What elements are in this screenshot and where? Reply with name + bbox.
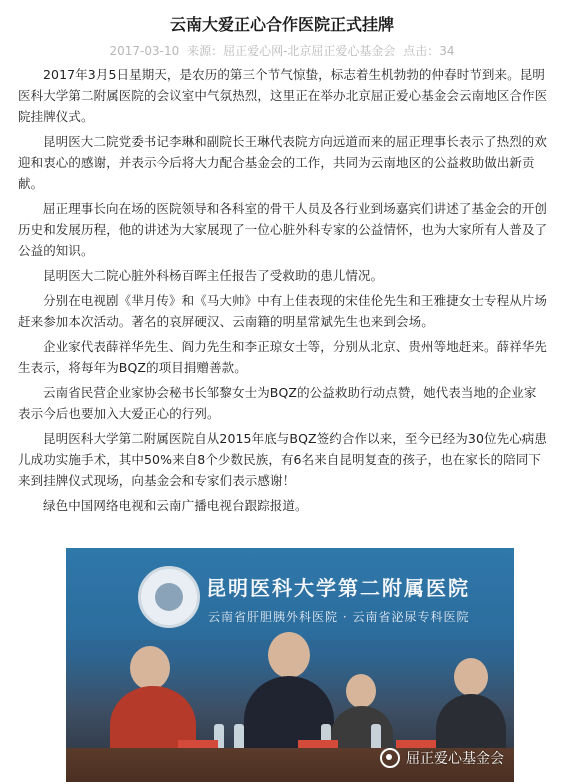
article-date: 2017-03-10: [109, 44, 180, 58]
paragraph: 昆明医科大学第二附属医院自从2015年底与BQZ签约合作以来，至今已经为30位先心病患儿成功实施手术，其中50%来自8个少数民族，有6名来自昆明复查的孩子，也在家长的陪同下来到挂牌仪式现场，向基金会和专家们表示感谢！: [18, 431, 547, 488]
attendee-head: [130, 646, 170, 690]
hospital-seal-icon: [138, 566, 200, 628]
attendee-head: [346, 674, 376, 708]
watermark-text: 屈正爱心基金会: [406, 751, 504, 767]
paragraph: 绿色中国网络电视和云南广播电视台跟踪报道。: [43, 498, 308, 513]
article-title: 云南大爱正心合作医院正式挂牌: [169, 15, 394, 34]
paragraph: 昆明医大二院心脏外科杨百晖主任报告了受救助的患儿情况。: [43, 268, 384, 283]
article-clicks: 点击：34: [403, 44, 455, 58]
paragraph: 屈正理事长向在场的医院领导和各科室的骨干人员及各行业到场嘉宾们讲述了基金会的开创历史和发展历程，他的讲述为大家展现了一位心脏外科专家的公益情怀，也为大家所有人普及了公益的知识。: [18, 201, 548, 258]
paragraph: 云南省民营企业家协会秘书长邹黎女士为BQZ的公益救助行动点赞，她代表当地的企业家表示今后也要加入大爱正心的行列。: [18, 385, 537, 421]
banner-sub-text: 云南省肝胆胰外科医院 · 云南省泌尿专科医院: [208, 610, 470, 624]
event-photo: [66, 548, 514, 782]
foundation-logo-icon: [380, 748, 400, 768]
article-meta: [0, 42, 564, 60]
paragraph: 企业家代表薛祥华先生、阎力先生和李正琼女士等，分别从北京、贵州等地赶来。薛祥华先生表示，将每年为BQZ的项目捐赠善款。: [18, 339, 548, 375]
article-source: 来源：屈正爱心网-北京屈正爱心基金会: [187, 44, 396, 58]
banner-main-text: 昆明医科大学第二附属医院: [206, 576, 470, 600]
paragraph: 2017年3月5日星期天，是农历的第三个节气惊蛰，标志着生机勃勃的仲春时节到来。昆明医科大学第二附属医院的会议室中气氛热烈，这里正在举办北京屈正爱心基金会云南地区合作医院挂牌仪式。: [18, 67, 548, 124]
paragraph: 分别在电视剧《芈月传》和《马大帅》中有上佳表现的宋佳伦先生和王雅捷女士专程从片场赶来参加本次活动。著名的哀屏硬汉、云南籍的明星常斌先生也来到会场。: [18, 293, 548, 329]
watermark: [380, 748, 504, 768]
attendee-head: [454, 658, 488, 696]
hospital-banner: [66, 548, 514, 640]
article-body: [0, 64, 564, 516]
paragraph: 昆明医大二院党委书记李琳和副院长王琳代表院方向远道而来的屈正理事长表示了热烈的欢迎和衷心的感谢，并表示今后将大力配合基金会的工作，共同为云南地区的公益救助做出新贡献。: [18, 134, 548, 191]
attendee-head: [268, 632, 310, 678]
